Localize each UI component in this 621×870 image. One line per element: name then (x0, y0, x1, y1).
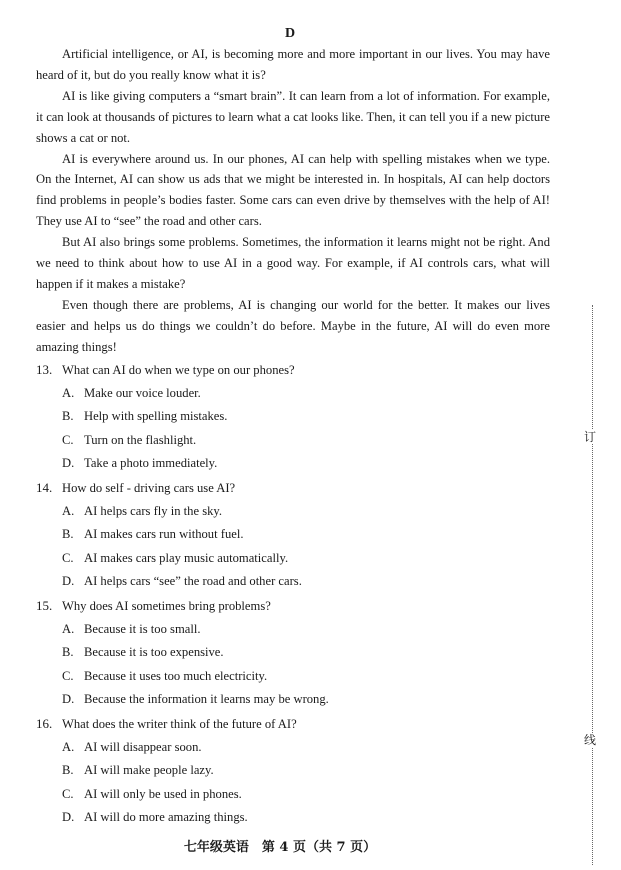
section-heading: D (284, 26, 296, 41)
question-stem: What can AI do when we type on our phones? (62, 363, 295, 377)
option-text: Turn on the flashlight. (84, 432, 197, 447)
option-letter: C. (62, 786, 74, 801)
option-text: AI will only be used in phones. (84, 786, 242, 801)
option-text: AI will do more amazing things. (84, 810, 248, 825)
option-c (36, 783, 550, 807)
option-text: Make our voice louder. (84, 385, 201, 400)
option-c (36, 665, 550, 689)
option-text: Because the information it learns may be wrong. (84, 692, 329, 707)
option-a (36, 736, 550, 760)
option-text: AI will disappear soon. (84, 739, 202, 754)
option-letter: D. (62, 456, 75, 471)
question-number: 16. (36, 715, 53, 731)
option-b (36, 523, 550, 547)
option-text: Because it is too expensive. (84, 645, 224, 660)
question-number: 15. (36, 597, 53, 613)
option-text: Because it uses too much electricity. (84, 668, 268, 683)
option-text: AI makes cars run without fuel. (84, 527, 244, 542)
option-text: AI helps cars fly in the sky. (84, 503, 223, 518)
question-13 (36, 358, 550, 476)
option-letter: D. (62, 692, 75, 707)
option-text: Help with spelling mistakes. (84, 409, 228, 424)
question-stem: What does the writer think of the future of AI? (62, 716, 297, 731)
option-c (36, 547, 550, 571)
option-text: Because it is too small. (84, 621, 201, 636)
option-d (36, 688, 550, 712)
question-stem: Why does AI sometimes bring problems? (62, 598, 271, 613)
passage-paragraph: Even though there are problems, AI is changing our world for the better. It makes our lives easier and helps us do things we couldn’t do before. Maybe in the future, AI will do even more amazing things! (36, 297, 550, 354)
option-a (36, 500, 550, 524)
question-16 (36, 712, 550, 830)
option-text: AI will make people lazy. (84, 763, 214, 778)
binding-dotted-line (592, 305, 593, 865)
option-letter: D. (62, 574, 75, 589)
option-d (36, 452, 550, 476)
option-b (36, 405, 550, 429)
reading-passage (36, 44, 550, 358)
option-letter: B. (62, 409, 74, 424)
option-b (36, 759, 550, 783)
passage-paragraph: AI is like giving computers a “smart brain”. It can learn from a lot of information. For example, it can look at thousands of pictures to learn what a cat looks like. Then, it can tell you if a new picture shows a cat or not. (36, 88, 550, 145)
option-letter: A. (62, 503, 75, 518)
option-letter: B. (62, 763, 74, 778)
option-c (36, 429, 550, 453)
question-list (36, 358, 550, 830)
page-footer: 七年级英语 第 4 页（共 7 页） (183, 840, 377, 855)
option-letter: D. (62, 810, 75, 825)
option-letter: C. (62, 668, 74, 683)
binding-mark-xian: 线 (584, 733, 597, 747)
option-letter: B. (62, 645, 74, 660)
question-number: 14. (36, 479, 53, 495)
option-text: Take a photo immediately. (84, 456, 218, 471)
option-letter: C. (62, 550, 74, 565)
passage-paragraph: AI is everywhere around us. In our phones, AI can help with spelling mistakes when we type. On the Internet, AI can show us ads that we might be interested in. In hospitals, AI can help doctors find problems in people’s bodies faster. Some cars can even drive by themselves with the help of AI! They use AI to “see” the road and other cars. (36, 151, 550, 229)
option-letter: A. (62, 621, 75, 636)
option-letter: B. (62, 527, 74, 542)
option-d (36, 570, 550, 594)
option-d (36, 806, 550, 830)
question-stem: How do self - driving cars use AI? (62, 480, 236, 495)
binding-mark-ding: 订 (584, 430, 597, 444)
option-text: AI makes cars play music automatically. (84, 550, 289, 565)
option-letter: A. (62, 385, 75, 400)
passage-paragraph: But AI also brings some problems. Sometimes, the information it learns might not be right. And we need to think about how to use AI in a good way. For example, if AI controls cars, what will happen if it makes a mistake? (36, 235, 550, 291)
question-number: 13. (36, 362, 53, 377)
question-14 (36, 476, 550, 594)
option-b (36, 641, 550, 665)
option-a (36, 618, 550, 642)
option-letter: C. (62, 432, 74, 447)
passage-paragraph: Artificial intelligence, or AI, is becoming more and more important in our lives. You may have heard of it, but do you really know what it is? (36, 47, 550, 82)
option-a (36, 382, 550, 406)
question-15 (36, 594, 550, 712)
option-letter: A. (62, 739, 75, 754)
option-text: AI helps cars “see” the road and other cars. (84, 574, 302, 589)
